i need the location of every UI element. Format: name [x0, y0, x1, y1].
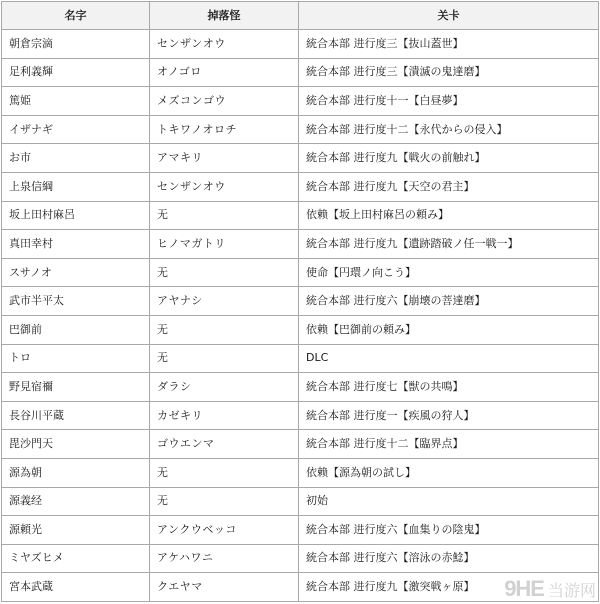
- table-body: [2, 30, 599, 602]
- stage-cell: 依赖【巴御前の頼み】: [299, 315, 599, 344]
- table-row: [2, 287, 599, 316]
- drop-cell: トキワノオロチ: [150, 115, 299, 144]
- name-cell: ミヤズヒメ: [2, 544, 150, 573]
- drop-cell: センザンオウ: [150, 30, 299, 59]
- drop-cell: アケハワニ: [150, 544, 299, 573]
- drop-cell: 无: [150, 315, 299, 344]
- name-cell: 上泉信綱: [2, 172, 150, 201]
- stage-cell: 使命【円環ノ向こう】: [299, 258, 599, 287]
- drop-cell: クエヤマ: [150, 573, 299, 602]
- name-cell: 毘沙門天: [2, 430, 150, 459]
- name-cell: 宮本武蔵: [2, 573, 150, 602]
- drop-cell: ヒノマガトリ: [150, 230, 299, 259]
- stage-cell: 統合本部 进行度一【疾風の狩人】: [299, 401, 599, 430]
- name-cell: 武市半平太: [2, 287, 150, 316]
- stage-cell: 統合本部 进行度九【遺跡踏破ノ任一戦一】: [299, 230, 599, 259]
- name-cell: 長谷川平蔵: [2, 401, 150, 430]
- name-cell: スサノオ: [2, 258, 150, 287]
- name-cell: 巴御前: [2, 315, 150, 344]
- table-row: [2, 458, 599, 487]
- drop-cell: アヤナシ: [150, 287, 299, 316]
- stage-cell: 統合本部 进行度七【獣の共鳴】: [299, 373, 599, 402]
- table-row: [2, 315, 599, 344]
- table-row: [2, 516, 599, 545]
- stage-cell: 統合本部 进行度六【血集りの陰鬼】: [299, 516, 599, 545]
- header-name: 名字: [2, 2, 150, 30]
- stage-cell: 統合本部 进行度十二【臨界点】: [299, 430, 599, 459]
- stage-cell: 統合本部 进行度三【潰滅の鬼達磨】: [299, 58, 599, 87]
- table-row: [2, 115, 599, 144]
- stage-cell: 初始: [299, 487, 599, 516]
- table-row: [2, 172, 599, 201]
- table-row: [2, 344, 599, 373]
- table-row: [2, 573, 599, 602]
- table-row: [2, 373, 599, 402]
- name-cell: イザナギ: [2, 115, 150, 144]
- drop-cell: ダラシ: [150, 373, 299, 402]
- stage-cell: 統合本部 进行度六【溶泳の赤鯰】: [299, 544, 599, 573]
- drop-cell: アマキリ: [150, 144, 299, 173]
- watermark-text: 当游网: [547, 580, 596, 600]
- stage-cell: 統合本部 进行度六【崩壊の菩達磨】: [299, 287, 599, 316]
- character-drop-table: [1, 1, 599, 602]
- drop-cell: 无: [150, 458, 299, 487]
- name-cell: 坂上田村麻呂: [2, 201, 150, 230]
- table-row: [2, 258, 599, 287]
- watermark-logo: 9HE: [504, 576, 544, 601]
- name-cell: 源為朝: [2, 458, 150, 487]
- stage-cell: 統合本部 进行度三【抜山蓋世】: [299, 30, 599, 59]
- stage-cell: 統合本部 进行度九【天空の君主】: [299, 172, 599, 201]
- drop-cell: アンクウベッコ: [150, 516, 299, 545]
- character-table-container: [1, 1, 598, 602]
- stage-cell: 統合本部 进行度十二【永代からの侵入】: [299, 115, 599, 144]
- table-row: [2, 430, 599, 459]
- table-row: [2, 401, 599, 430]
- table-row: [2, 487, 599, 516]
- name-cell: お市: [2, 144, 150, 173]
- header-drop-monster: 掉落怪: [150, 2, 299, 30]
- drop-cell: カゼキリ: [150, 401, 299, 430]
- name-cell: 源頼光: [2, 516, 150, 545]
- name-cell: 足利義輝: [2, 58, 150, 87]
- table-row: [2, 58, 599, 87]
- drop-cell: メズコンゴウ: [150, 87, 299, 116]
- drop-cell: オノゴロ: [150, 58, 299, 87]
- header-stage: 关卡: [299, 2, 599, 30]
- stage-cell: 統合本部 进行度九【戦火の前触れ】: [299, 144, 599, 173]
- table-row: [2, 201, 599, 230]
- table-header: [2, 2, 599, 30]
- table-row: [2, 544, 599, 573]
- drop-cell: 无: [150, 258, 299, 287]
- stage-cell: DLC: [299, 344, 599, 373]
- drop-cell: 无: [150, 201, 299, 230]
- header-row: [2, 2, 599, 30]
- stage-cell: 統合本部 进行度十一【白昼夢】: [299, 87, 599, 116]
- name-cell: 源義经: [2, 487, 150, 516]
- name-cell: 野見宿禰: [2, 373, 150, 402]
- name-cell: トロ: [2, 344, 150, 373]
- table-row: [2, 87, 599, 116]
- stage-cell: 依赖【坂上田村麻呂の頼み】: [299, 201, 599, 230]
- stage-cell: 統合本部 进行度九【激突戦ヶ原】: [299, 573, 599, 602]
- name-cell: 篤姫: [2, 87, 150, 116]
- drop-cell: 无: [150, 344, 299, 373]
- table-row: [2, 30, 599, 59]
- drop-cell: センザンオウ: [150, 172, 299, 201]
- table-row: [2, 230, 599, 259]
- drop-cell: ゴウエンマ: [150, 430, 299, 459]
- name-cell: 真田幸村: [2, 230, 150, 259]
- name-cell: 朝倉宗滴: [2, 30, 150, 59]
- table-row: [2, 144, 599, 173]
- stage-cell: 依赖【源為朝の試し】: [299, 458, 599, 487]
- drop-cell: 无: [150, 487, 299, 516]
